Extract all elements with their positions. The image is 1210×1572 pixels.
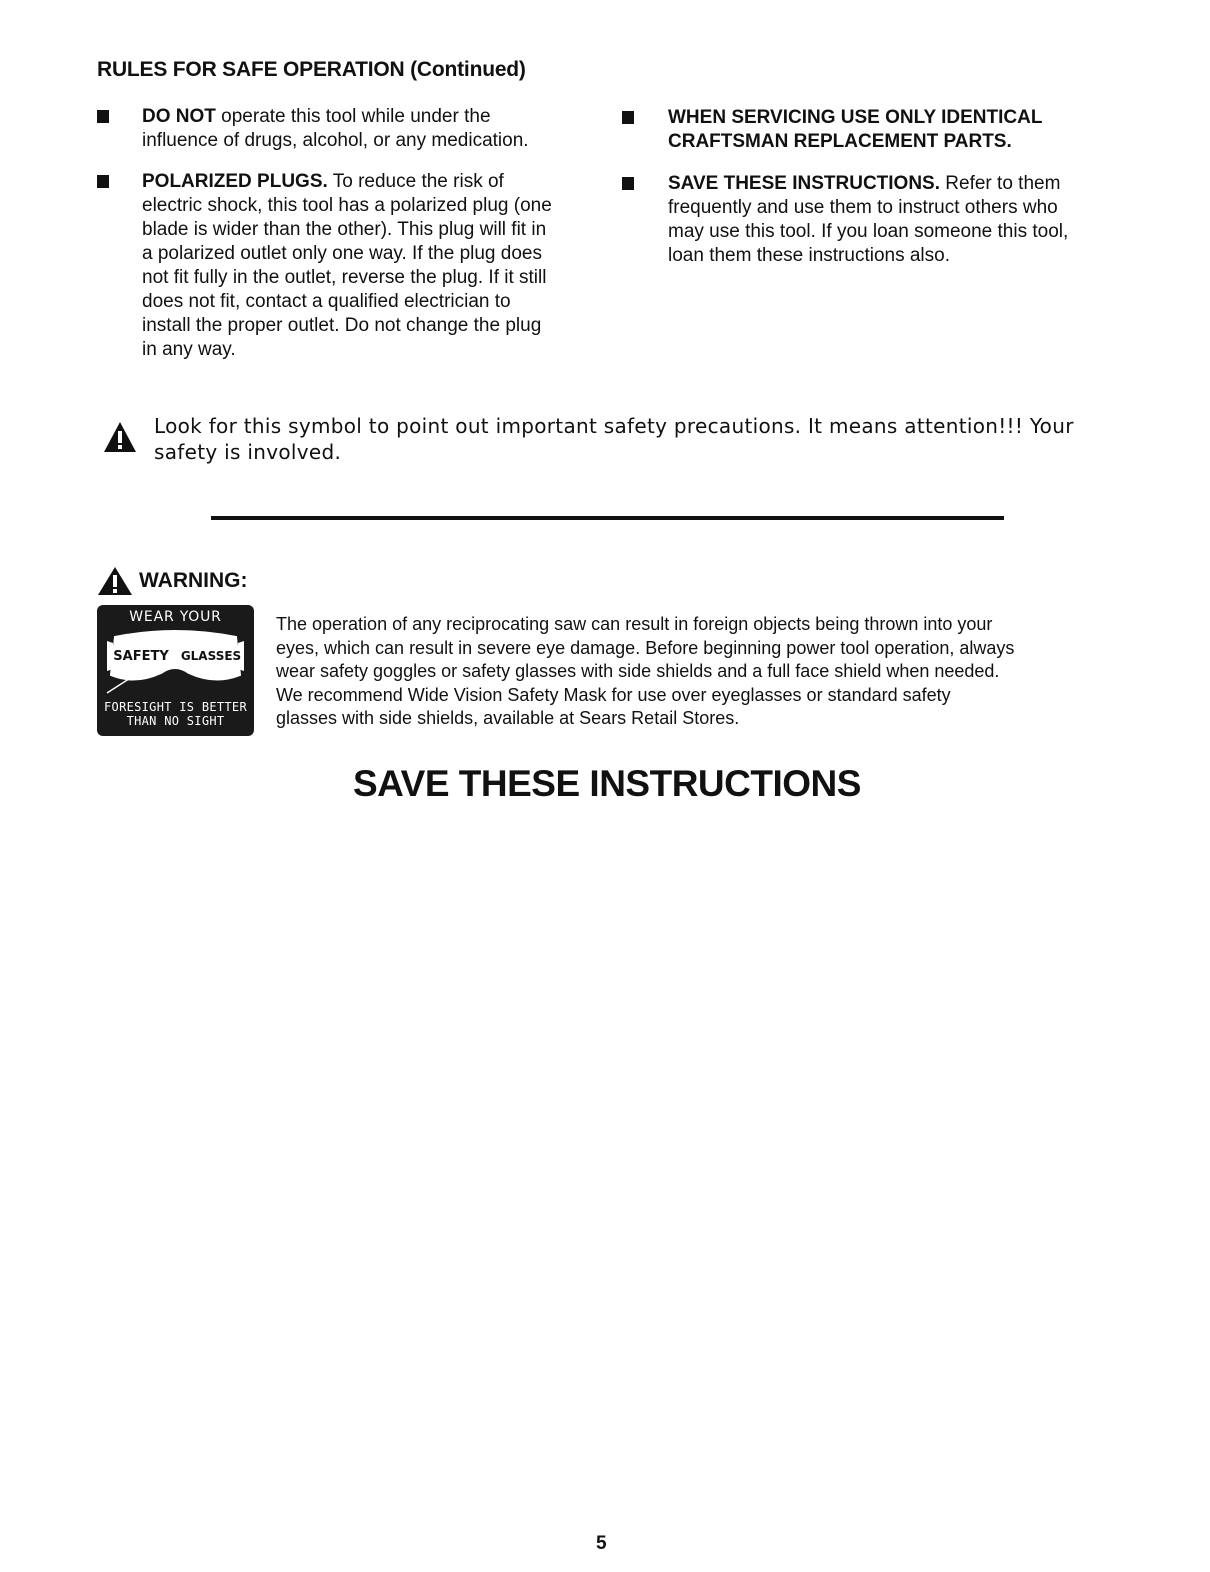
- save-instructions-title: SAVE THESE INSTRUCTIONS: [353, 763, 861, 804]
- rule-line: loan them these instructions also.: [668, 245, 950, 266]
- rule-lead: WHEN SERVICING USE ONLY IDENTICAL: [668, 107, 1043, 128]
- rule-line: blade is wider than the other). This plug will fit in: [142, 219, 547, 240]
- warning-label: WARNING:: [139, 569, 248, 592]
- rule-lead: SAVE THESE INSTRUCTIONS.: [668, 173, 941, 194]
- badge-right-word: GLASSES: [180, 649, 242, 663]
- rule-line: To reduce the risk of: [327, 171, 504, 192]
- warning-line: The operation of any reciprocating saw can result in foreign objects being thrown into your: [276, 614, 993, 634]
- rule-line: may use this tool. If you loan someone this tool,: [668, 221, 1069, 242]
- rule-line: does not fit, contact a qualified electrician to: [142, 291, 511, 312]
- rule-line: Refer to them: [940, 173, 1061, 194]
- bullet-square-icon: [622, 177, 634, 190]
- rule-line: a polarized outlet only one way. If the plug does: [142, 243, 542, 264]
- bullet-square-icon: [97, 110, 109, 123]
- warning-line: wear safety goggles or safety glasses with side shields and a full face shield when needed.: [276, 661, 1000, 681]
- warning-triangle-icon: [103, 421, 137, 453]
- rule-line: not fit fully in the outlet, reverse the plug. If it still: [142, 267, 547, 288]
- badge-left-word: SAFETY: [113, 649, 169, 664]
- rule-line: in any way.: [142, 339, 236, 360]
- bullet-square-icon: [97, 175, 109, 188]
- badge-bottom-line: FORESIGHT IS BETTER: [104, 700, 247, 714]
- warning-paragraph: [276, 613, 1116, 731]
- warning-line: glasses with side shields, available at Sears Retail Stores.: [276, 708, 740, 728]
- warning-line: We recommend Wide Vision Safety Mask for use over eyeglasses or standard safety: [276, 684, 951, 705]
- safety-glasses-badge: [97, 605, 254, 736]
- warning-line: eyes, which can result in severe eye damage. Before beginning power tool operation, always: [276, 637, 1015, 658]
- section-title: RULES FOR SAFE OPERATION (Continued): [97, 58, 526, 81]
- rule-line: install the proper outlet. Do not change the plug: [142, 315, 542, 336]
- warning-triangle-icon: [97, 566, 133, 596]
- attention-line: Look for this symbol to point out important safety precautions. It means attention!!! Your: [154, 414, 1074, 438]
- rule-line: frequently and use them to instruct others who: [668, 197, 1058, 218]
- rule-lead: POLARIZED PLUGS.: [142, 171, 328, 192]
- attention-line: safety is involved.: [154, 440, 342, 464]
- page-number: 5: [596, 1533, 607, 1554]
- divider: [211, 516, 1004, 520]
- rule-lead: CRAFTSMAN REPLACEMENT PARTS.: [668, 131, 1012, 152]
- rule-line: electric shock, this tool has a polarized plug (one: [142, 195, 552, 216]
- badge-top-text: WEAR YOUR: [129, 609, 222, 625]
- rule-lead: DO NOT: [142, 106, 216, 127]
- rule-line: influence of drugs, alcohol, or any medication.: [142, 130, 529, 151]
- badge-bottom-line: THAN NO SIGHT: [126, 714, 225, 728]
- rule-line: operate this tool while under the: [215, 106, 491, 127]
- bullet-square-icon: [622, 111, 634, 124]
- goggles-icon: [105, 627, 246, 697]
